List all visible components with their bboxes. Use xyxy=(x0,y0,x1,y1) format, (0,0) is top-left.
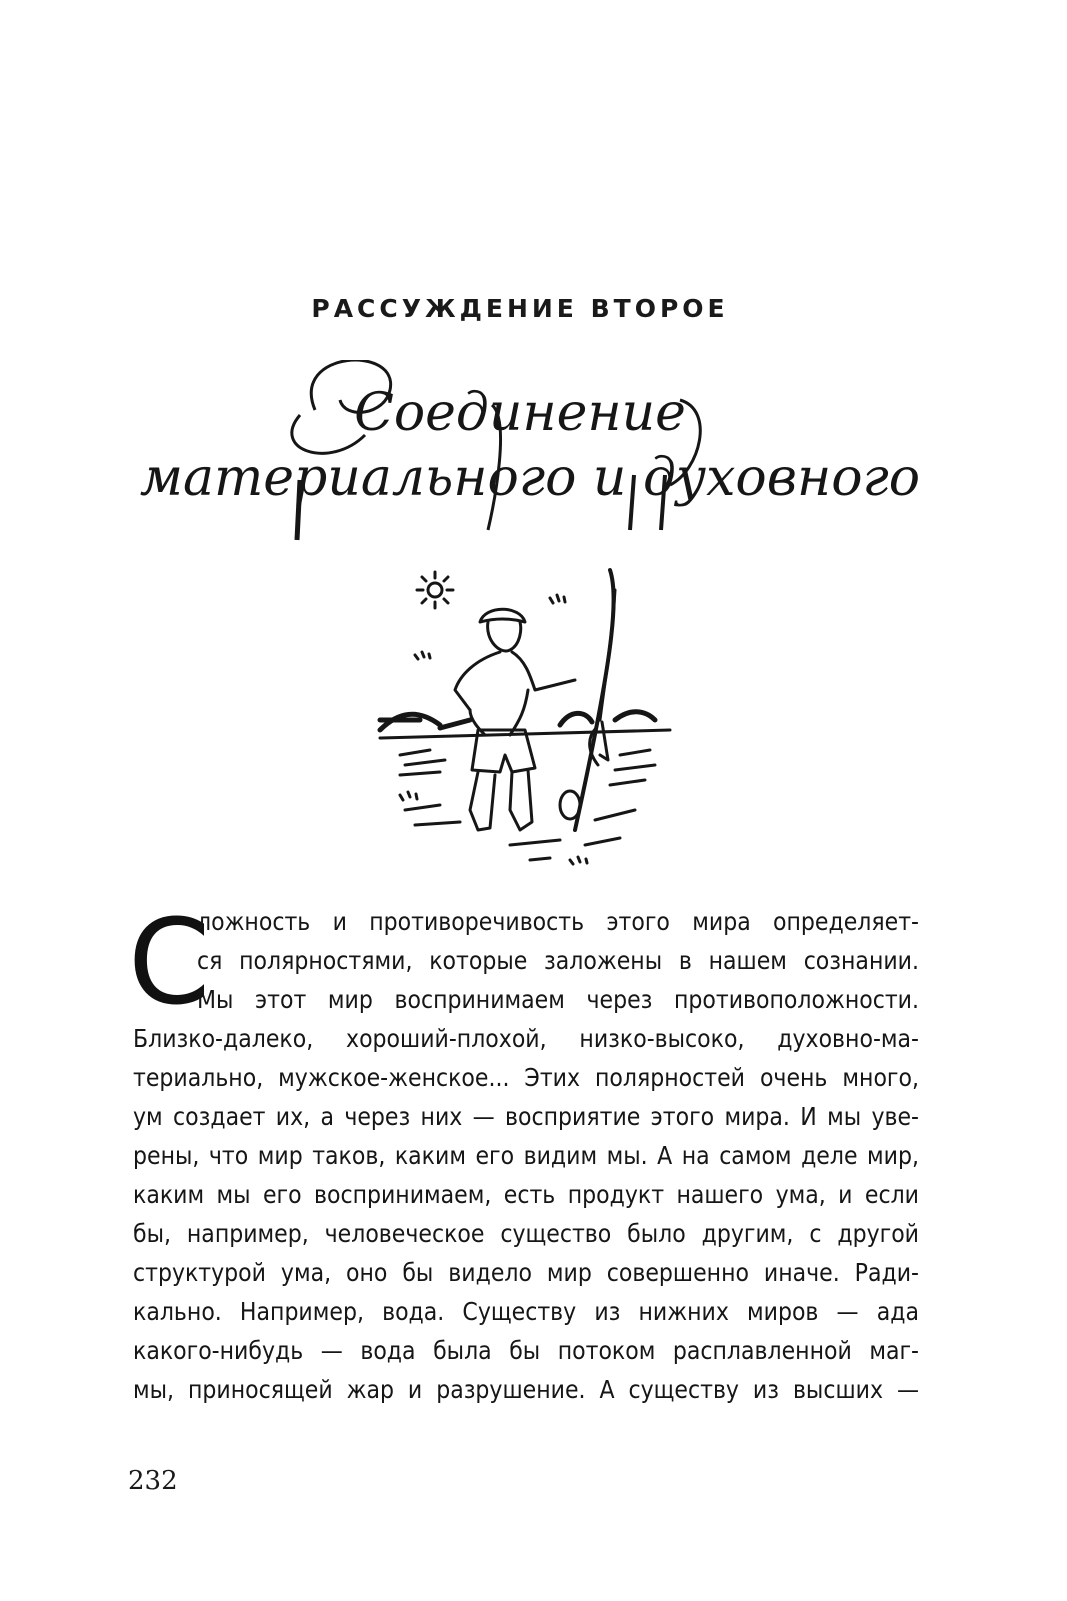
body-line: Близко-далеко, хороший-плохой, низко-высоко, духовно-ма- xyxy=(133,1024,919,1053)
body-line: кально. Например, вода. Существу из нижних миров — ада xyxy=(133,1297,919,1326)
page-number: 232 xyxy=(128,1466,178,1496)
drop-cap: С xyxy=(128,893,211,1031)
body-line: ложность и противоречивость этого мира определяет- xyxy=(197,907,919,936)
body-line: структурой ума, оно бы видело мир совершенно иначе. Ради- xyxy=(133,1258,919,1287)
chapter-title-line1: Соединение xyxy=(354,383,686,443)
body-line: мы, приносящей жар и разрушение. А существу из высших — xyxy=(133,1375,919,1404)
chapter-title xyxy=(90,360,970,560)
body-line: териально, мужское-женское... Этих полярностей очень много, xyxy=(133,1063,919,1092)
body-line: ум создает их, а через них — восприятие этого мира. И мы уве- xyxy=(133,1102,919,1131)
body-line: каким мы его воспринимаем, есть продукт нашего ума, и если xyxy=(133,1180,919,1209)
body-line: Мы этот мир воспринимаем через противоположности. xyxy=(197,985,919,1014)
body-line: рены, что мир таков, каким его видим мы. А на самом деле мир, xyxy=(133,1141,919,1170)
body-line: какого-нибудь — вода была бы потоком расплавленной маг- xyxy=(133,1336,919,1365)
fisherman-illustration xyxy=(360,560,690,890)
chapter-title-line2: материального и духовного xyxy=(139,448,921,508)
sun-icon xyxy=(417,572,453,608)
body-line: ся полярностями, которые заложены в нашем сознании. xyxy=(197,946,919,975)
body-line: бы, например, человеческое существо было другим, с другой xyxy=(133,1219,919,1248)
chapter-label: РАССУЖДЕНИЕ ВТОРОЕ xyxy=(311,294,729,323)
body-text xyxy=(133,902,919,1409)
